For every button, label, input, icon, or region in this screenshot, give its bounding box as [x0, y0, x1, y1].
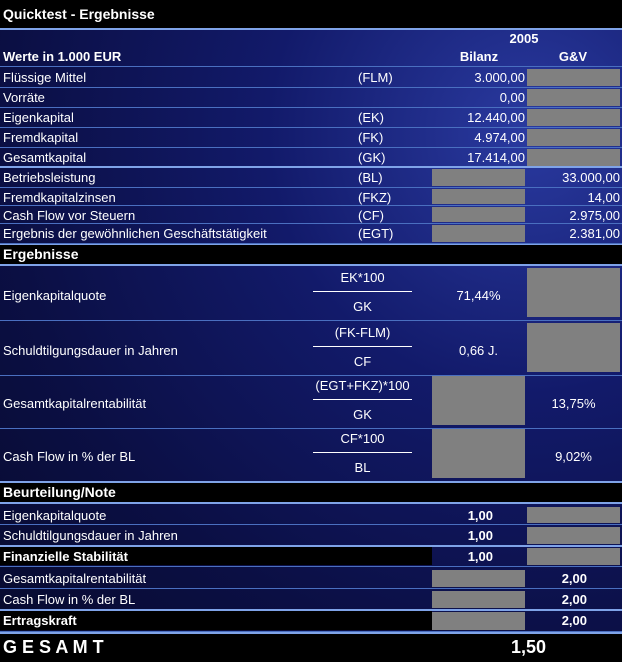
- input-row-bilanz-value: 12.440,00: [467, 110, 525, 125]
- rating-guv-value: 2,00: [561, 571, 587, 586]
- input-row-label: Ergebnis der gewöhnlichen Geschäftstätigkeit: [3, 226, 267, 241]
- empty-cell: [432, 570, 525, 587]
- input-row-abbr: (EK): [358, 110, 384, 125]
- empty-cell: [432, 169, 525, 186]
- input-row-bilanz-value: 17.414,00: [467, 150, 525, 165]
- result-row-label: Gesamtkapitalrentabilität: [3, 396, 147, 411]
- page-title: Quicktest - Ergebnisse: [3, 6, 155, 22]
- formula-denominator: CF: [353, 354, 372, 369]
- result-guv-value: 13,75%: [551, 396, 596, 411]
- input-row-label: Vorräte: [3, 90, 45, 105]
- input-row-label: Eigenkapital: [3, 110, 74, 125]
- empty-cell: [432, 207, 525, 222]
- input-row-guv-value: 2.975,00: [569, 208, 620, 223]
- rating-row-label: Eigenkapitalquote: [3, 508, 107, 523]
- input-row-abbr: (EGT): [358, 226, 394, 241]
- empty-cell: [527, 548, 620, 565]
- formula-numerator: CF*100: [340, 431, 385, 446]
- empty-cell: [527, 527, 620, 544]
- formula-denominator: GK: [353, 407, 372, 422]
- result-bilanz-value: 0,66 J.: [458, 343, 499, 358]
- input-row-guv-value: 14,00: [587, 190, 620, 205]
- empty-cell: [527, 323, 620, 372]
- rating-row-label: Cash Flow in % der BL: [3, 592, 136, 607]
- total-value: 1,50: [510, 637, 546, 657]
- input-row-label: Fremdkapitalzinsen: [3, 190, 116, 205]
- input-row-guv-value: 33.000,00: [562, 170, 620, 185]
- input-row-bilanz-value: 4.974,00: [474, 130, 525, 145]
- year-label: 2005: [509, 31, 539, 46]
- formula-numerator: EK*100: [340, 270, 385, 285]
- result-row-label: Eigenkapitalquote: [3, 288, 107, 303]
- rating-row-label: Schuldtilgungsdauer in Jahren: [3, 528, 178, 543]
- input-row-abbr: (CF): [358, 208, 384, 223]
- results-header: Ergebnisse: [3, 246, 79, 262]
- empty-cell: [527, 129, 620, 146]
- empty-cell: [432, 429, 525, 478]
- empty-cell: [527, 109, 620, 126]
- units-label: Werte in 1.000 EUR: [3, 49, 122, 64]
- rating-bilanz-value: 1,00: [467, 549, 493, 564]
- input-row-abbr: (FK): [358, 130, 384, 145]
- rating-row-label: Gesamtkapitalrentabilität: [3, 571, 147, 586]
- formula-numerator: (FK-FLM): [334, 325, 391, 340]
- rating-bilanz-value: 1,00: [467, 508, 493, 523]
- result-row-label: Cash Flow in % der BL: [3, 449, 136, 464]
- input-row-label: Betriebsleistung: [3, 170, 96, 185]
- input-row-label: Cash Flow vor Steuern: [3, 208, 136, 223]
- rating-header: Beurteilung/Note: [3, 484, 116, 500]
- input-row-abbr: (FLM): [358, 70, 393, 85]
- rating-row-label: Finanzielle Stabilität: [3, 549, 128, 564]
- input-row-abbr: (FKZ): [358, 190, 392, 205]
- rating-bilanz-value: 1,00: [467, 528, 493, 543]
- column-header-guv: G&V: [558, 49, 588, 64]
- total-label: G E S A M T: [3, 637, 104, 657]
- fraction-line: [313, 291, 412, 292]
- empty-cell: [432, 189, 525, 204]
- formula-denominator: BL: [354, 460, 371, 475]
- empty-cell: [432, 376, 525, 425]
- input-row-label: Fremdkapital: [3, 130, 79, 145]
- result-bilanz-value: 71,44%: [456, 288, 501, 303]
- empty-cell: [432, 591, 525, 608]
- rating-row-label: Ertragskraft: [3, 613, 77, 628]
- results-header-bar: [0, 245, 622, 264]
- input-row-label: Flüssige Mittel: [3, 70, 87, 85]
- input-row-abbr: (BL): [358, 170, 383, 185]
- empty-cell: [432, 612, 525, 630]
- empty-cell: [527, 149, 620, 166]
- empty-cell: [527, 89, 620, 106]
- empty-cell: [527, 268, 620, 317]
- formula-denominator: GK: [353, 299, 372, 314]
- formula-numerator: (EGT+FKZ)*100: [315, 378, 410, 393]
- fraction-line: [313, 346, 412, 347]
- result-row-label: Schuldtilgungsdauer in Jahren: [3, 343, 178, 358]
- fraction-line: [313, 399, 412, 400]
- input-row-label: Gesamtkapital: [3, 150, 87, 165]
- empty-cell: [527, 69, 620, 86]
- input-row-bilanz-value: 3.000,00: [474, 70, 525, 85]
- rating-guv-value: 2,00: [561, 592, 587, 607]
- input-row-guv-value: 2.381,00: [569, 226, 620, 241]
- input-row-bilanz-value: 0,00: [499, 90, 525, 105]
- result-guv-value: 9,02%: [555, 449, 592, 464]
- fraction-line: [313, 452, 412, 453]
- column-header-bilanz: Bilanz: [459, 49, 499, 64]
- rating-guv-value: 2,00: [561, 613, 587, 628]
- empty-cell: [432, 225, 525, 242]
- input-row-abbr: (GK): [358, 150, 386, 165]
- empty-cell: [527, 507, 620, 523]
